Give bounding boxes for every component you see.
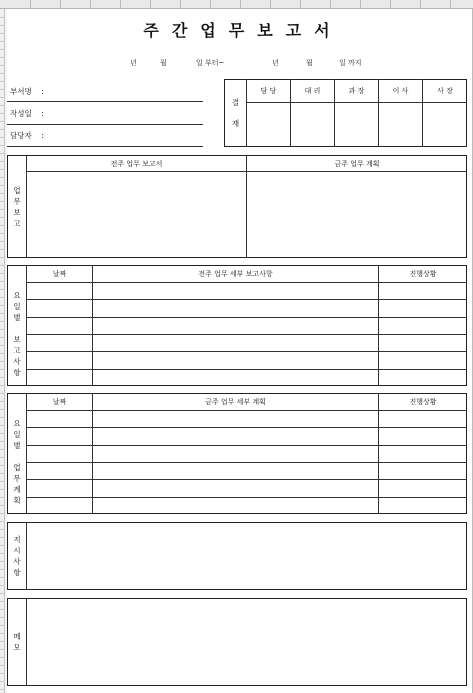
table-row[interactable]: [27, 463, 467, 479]
report-progress-header: 진행상황: [409, 270, 437, 278]
column-divider: [360, 0, 361, 9]
plan-date-header: 날짜: [52, 398, 67, 406]
column-divider: [90, 0, 91, 9]
daily-report-section-label: 요 일 별 보 고 사 항: [13, 291, 21, 377]
period-year-from: 년: [130, 59, 137, 67]
table-row[interactable]: [27, 300, 467, 316]
period-month-to: 월: [306, 59, 313, 67]
table-row[interactable]: [27, 446, 467, 462]
date-line: [7, 124, 203, 125]
approval-role-director: 이 사: [392, 87, 409, 95]
column-divider: [30, 0, 31, 9]
column-divider: [330, 0, 331, 9]
report-detail-header: 전주 업무 세부 보고사항: [198, 270, 273, 278]
approval-role-president: 사 장: [437, 87, 453, 95]
this-week-plan-area[interactable]: [247, 172, 467, 257]
column-divider: [210, 0, 211, 9]
table-row[interactable]: [27, 428, 467, 444]
department-label: 부서명 :: [10, 87, 44, 96]
column-divider: [270, 0, 271, 9]
signature-cell-manager[interactable]: [335, 103, 378, 146]
table-row[interactable]: [27, 498, 467, 514]
table-row[interactable]: [27, 411, 467, 427]
signature-cell-assistant-manager[interactable]: [291, 103, 334, 146]
column-divider: [390, 0, 391, 9]
table-row[interactable]: [27, 352, 467, 368]
author-label: 담당자 :: [10, 131, 44, 140]
column-divider: [180, 0, 181, 9]
author-line: [7, 146, 203, 147]
column-divider: [60, 0, 61, 9]
report-date-header: 날짜: [52, 270, 67, 278]
weekly-section-label: 업 무 보 고: [13, 185, 21, 228]
table-row[interactable]: [27, 283, 467, 299]
approval-label: 결 재: [231, 98, 240, 128]
period-day-to: 일 까지: [339, 59, 362, 67]
plan-detail-header: 금주 업무 세부 계획: [205, 398, 266, 406]
department-line: [7, 101, 203, 102]
last-week-report-header: 전주 업무 보고서: [110, 159, 163, 168]
table-row[interactable]: [27, 318, 467, 334]
period-day-from: 일 부터~: [196, 59, 225, 67]
signature-cell-director[interactable]: [379, 103, 422, 146]
period-year-to: 년: [272, 59, 279, 67]
this-week-plan-header: 금주 업무 계획: [334, 159, 380, 168]
document-title: 주간업무보고서: [143, 21, 343, 40]
column-divider: [240, 0, 241, 9]
table-row[interactable]: [27, 335, 467, 351]
instructions-area[interactable]: [27, 523, 467, 589]
approval-role-assistant-manager: 대 리: [304, 87, 321, 95]
memo-label: 메 모: [13, 632, 21, 652]
approval-role-manager: 과 장: [348, 87, 365, 95]
column-divider: [450, 0, 451, 9]
last-week-report-area[interactable]: [27, 172, 246, 257]
plan-progress-header: 진행상황: [409, 398, 437, 406]
signature-cell-staff[interactable]: [247, 103, 290, 146]
approval-role-staff: 담 당: [260, 87, 277, 95]
table-row[interactable]: [27, 370, 467, 386]
date-label: 작성일 :: [10, 109, 44, 118]
period-month-from: 월: [160, 59, 167, 67]
signature-cell-president[interactable]: [423, 103, 467, 146]
instructions-label: 지 시 사 항: [13, 535, 21, 577]
column-divider: [300, 0, 301, 9]
column-divider: [150, 0, 151, 9]
daily-plan-section-label: 요 일 별 업 무 계 획: [13, 418, 21, 505]
memo-area[interactable]: [27, 599, 467, 685]
column-header-bar: [0, 0, 473, 9]
column-divider: [420, 0, 421, 9]
column-divider: [120, 0, 121, 9]
table-row[interactable]: [27, 480, 467, 496]
